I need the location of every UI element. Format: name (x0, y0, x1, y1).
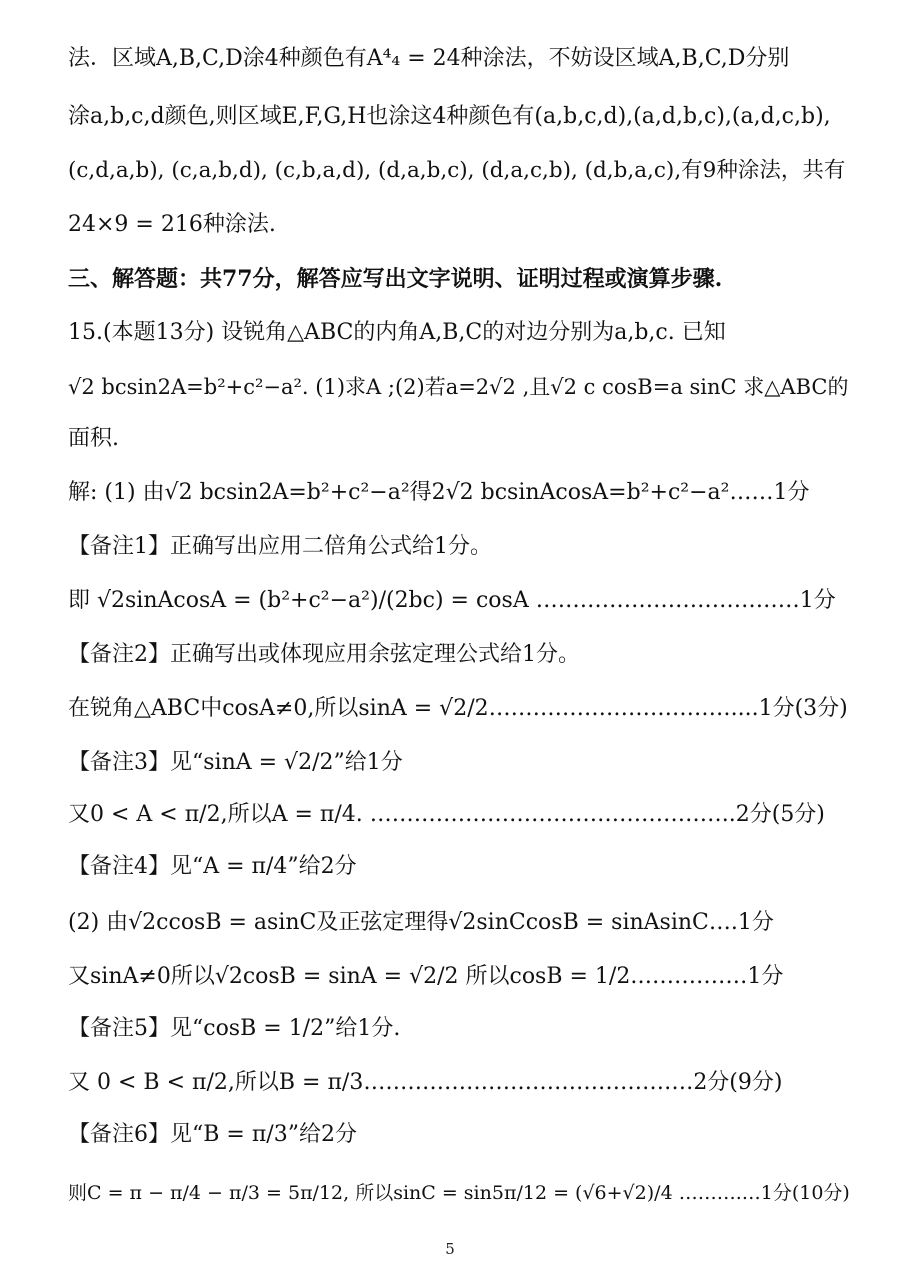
text-line: 涂a,b,c,d颜色,则区域E,F,G,H也涂这4种颜色有(a,b,c,d),(a,d,b,c),(a,d,c,b), (68, 104, 831, 129)
note-line: 【备注4】见“A = π/4”给2分 (68, 854, 357, 879)
note-line: 【备注2】正确写出或体现应用余弦定理公式给1分。 (68, 642, 580, 667)
solution-line: 又 0 < B < π/2,所以B = π/3………………………………………2分(9分) (68, 1070, 783, 1095)
solution-line: 又0 < A < π/2,所以A = π/4. …………………………………………..2分(5分) (68, 802, 825, 827)
solution-line: 又sinA≠0所以√2cosB = sinA = √2/2 所以cosB = 1/2.……………1分 (68, 964, 784, 989)
solution-line: 解: (1) 由√2 bcsin2A=b²+c²−a²得2√2 bcsinAcosA=b²+c²−a²……1分 (68, 480, 810, 505)
note-line: 【备注3】见“sinA = √2/2”给1分 (68, 750, 403, 775)
text-line: 法．区域A,B,C,D涂4种颜色有A⁴₄ = 24种涂法，不妨设区域A,B,C,D分别 (68, 46, 790, 71)
problem-statement: 15.(本题13分) 设锐角△ABC的内角A,B,C的对边分别为a,b,c. 已知 (68, 320, 726, 345)
page-number: 5 (445, 1240, 455, 1258)
problem-statement: 面积. (68, 426, 119, 451)
solution-line: 在锐角△ABC中cosA≠0,所以sinA = √2/2……………………………....1分(3分) (68, 696, 848, 721)
text-line: 24×9 = 216种涂法. (68, 212, 276, 237)
solution-line: 则C = π − π/4 − π/3 = 5π/12, 所以sinC = sin5π/12 = (√6+√2)/4 ……….…1分(10分) (68, 1182, 850, 1204)
note-line: 【备注6】见“B = π/3”给2分 (68, 1122, 357, 1147)
solution-line: (2) 由√2ccosB = asinC及正弦定理得√2sinCcosB = sinAsinC….1分 (68, 910, 774, 935)
problem-statement: √2 bcsin2A=b²+c²−a². (1)求A ;(2)若a=2√2 ,且√2 c cosB=a sinC 求△ABC的 (68, 375, 849, 399)
note-line: 【备注5】见“cosB = 1/2”给1分. (68, 1016, 401, 1041)
note-line: 【备注1】正确写出应用二倍角公式给1分。 (68, 534, 492, 559)
solution-line: 即 √2sinAcosA = (b²+c²−a²)/(2bc) = cosA ………………………………1分 (68, 588, 836, 613)
section-heading: 三、解答题：共77分，解答应写出文字说明、证明过程或演算步骤. (68, 266, 723, 292)
text-line: (c,d,a,b), (c,a,b,d), (c,b,a,d), (d,a,b,c), (d,a,c,b), (d,b,a,c),有9种涂法，共有 (68, 158, 846, 183)
